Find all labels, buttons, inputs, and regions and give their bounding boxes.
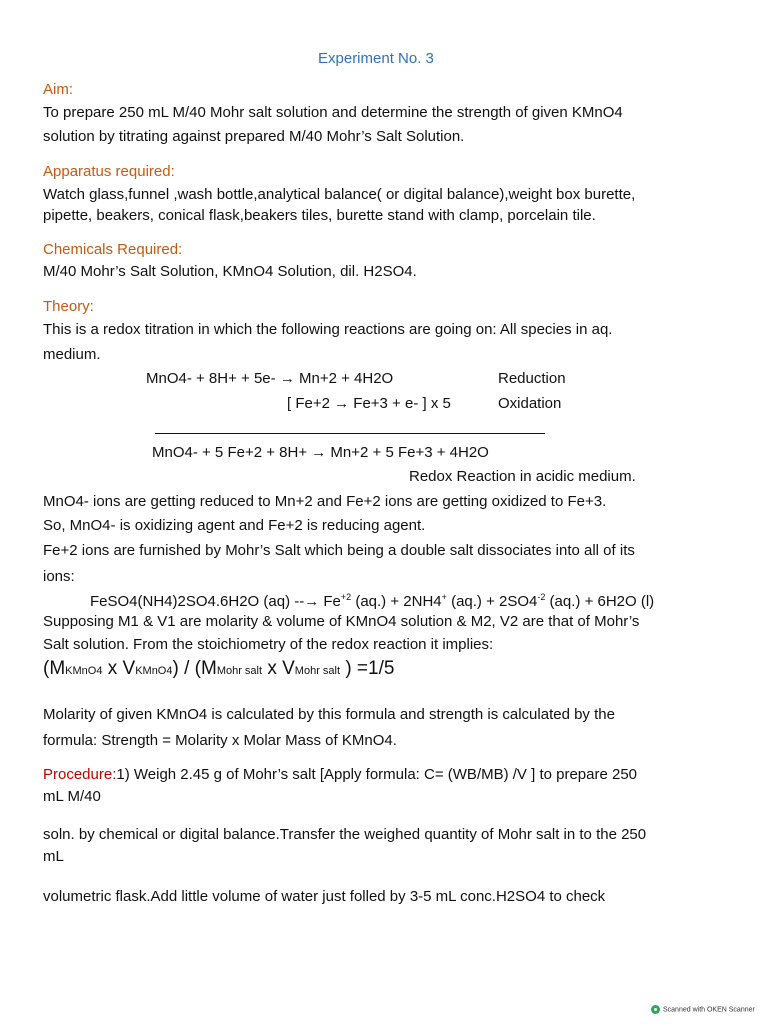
procedure-heading: Procedure: [43, 766, 117, 783]
molarity-line-1: Molarity of given KMnO4 is calculated by this formula and strength is calculated by the [43, 706, 615, 723]
procedure-line-3: soln. by chemical or digital balance.Transfer the weighed quantity of Mohr salt in to the 250 [43, 826, 647, 843]
nh4-charge: + [441, 592, 447, 602]
procedure-line-5: volumetric flask.Add little volume of water just folled by 3-5 mL conc.H2SO4 to check [43, 888, 606, 905]
supposing-line-2: Salt solution. From the stoichiometry of the redox reaction it implies: [43, 636, 494, 653]
apparatus-line-2: pipette, beakers, conical flask,beakers tiles, burette stand with clamp, porcelain tile. [43, 207, 596, 224]
page-title: Experiment No. 3 [318, 50, 434, 67]
formula-part-2: x V [102, 658, 136, 679]
reduction-label: Reduction [498, 370, 566, 387]
procedure-line-4: mL [43, 848, 64, 865]
dissociation-end: (aq.) + 6H2O (l) [545, 593, 655, 610]
formula-part-5: ) =1/5 [340, 658, 395, 679]
theory-para-1: MnO4- ions are getting reduced to Mn+2 and Fe+2 ions are getting oxidized to Fe+3. [43, 493, 607, 510]
dissociation-mid-2: (aq.) + 2SO4 [446, 593, 538, 610]
procedure-line-2: mL M/40 [43, 788, 101, 805]
procedure-line-1 [43, 765, 637, 785]
oxidation-label: Oxidation [498, 395, 562, 412]
dissociation-mid-1: (aq.) + 2NH4 [351, 593, 442, 610]
theory-intro-2: medium. [43, 346, 101, 363]
oxidation-equation: [ Fe+2 → Fe+3 + e- ] x 5 [287, 395, 451, 412]
dissociation-lhs: FeSO4(NH4)2SO4.6H2O (aq) --→ Fe [90, 593, 341, 610]
reduction-equation: MnO4- + 8H+ + 5e- → Mn+2 + 4H2O [146, 370, 394, 387]
apparatus-heading: Apparatus required: [43, 163, 175, 180]
fe-charge: +2 [340, 592, 352, 602]
theory-heading: Theory: [43, 298, 94, 315]
theory-para-3: Fe+2 ions are furnished by Mohr’s Salt which being a double salt dissociates into all of its [43, 542, 635, 559]
theory-intro-1: This is a redox titration in which the following reactions are going on: All species in aq. [43, 321, 613, 338]
formula-sub-4: Mohr salt [294, 665, 341, 677]
supposing-line-1: Supposing M1 & V1 are molarity & volume of KMnO4 solution & M2, V2 are that of Mohr’s [43, 613, 640, 630]
theory-para-2: So, MnO4- is oxidizing agent and Fe+2 is reducing agent. [43, 517, 426, 534]
formula-part-1: (M [43, 658, 66, 679]
scanner-watermark [651, 1005, 755, 1014]
chemicals-heading: Chemicals Required: [43, 241, 183, 258]
net-equation-label: Redox Reaction in acidic medium. [409, 468, 636, 485]
molarity-line-2: formula: Strength = Molarity x Molar Mass of KMnO4. [43, 732, 397, 749]
scanner-logo-icon [651, 1005, 660, 1014]
so4-charge: -2 [537, 592, 546, 602]
chemicals-line-1: M/40 Mohr’s Salt Solution, KMnO4 Solution, dil. H2SO4. [43, 263, 417, 280]
formula-sub-3: Mohr salt [216, 665, 263, 677]
stoichiometry-formula [43, 657, 394, 683]
aim-heading: Aim: [43, 81, 73, 98]
apparatus-line-1: Watch glass,funnel ,wash bottle,analytical balance( or digital balance),weight box burette, [43, 186, 636, 203]
aim-line-2: solution by titrating against prepared M/40 Mohr’s Salt Solution. [43, 128, 465, 145]
net-equation: MnO4- + 5 Fe+2 + 8H+ → Mn+2 + 5 Fe+3 + 4H2O [152, 444, 489, 461]
equation-sum-rule [155, 433, 545, 434]
scanner-text: Scanned with OKEN Scanner [663, 1006, 755, 1014]
formula-sub-2: KMnO4 [135, 665, 173, 677]
dissociation-equation [90, 592, 654, 612]
procedure-step-1: 1) Weigh 2.45 g of Mohr’s salt [Apply formula: C= (WB/MB) /V ] to prepare 250 [116, 766, 638, 783]
formula-part-3: ) / (M [172, 658, 217, 679]
formula-sub-1: KMnO4 [65, 665, 103, 677]
aim-line-1: To prepare 250 mL M/40 Mohr salt solution and determine the strength of given KMnO4 [43, 104, 623, 121]
theory-para-4: ions: [43, 568, 75, 585]
formula-part-4: x V [262, 658, 295, 679]
